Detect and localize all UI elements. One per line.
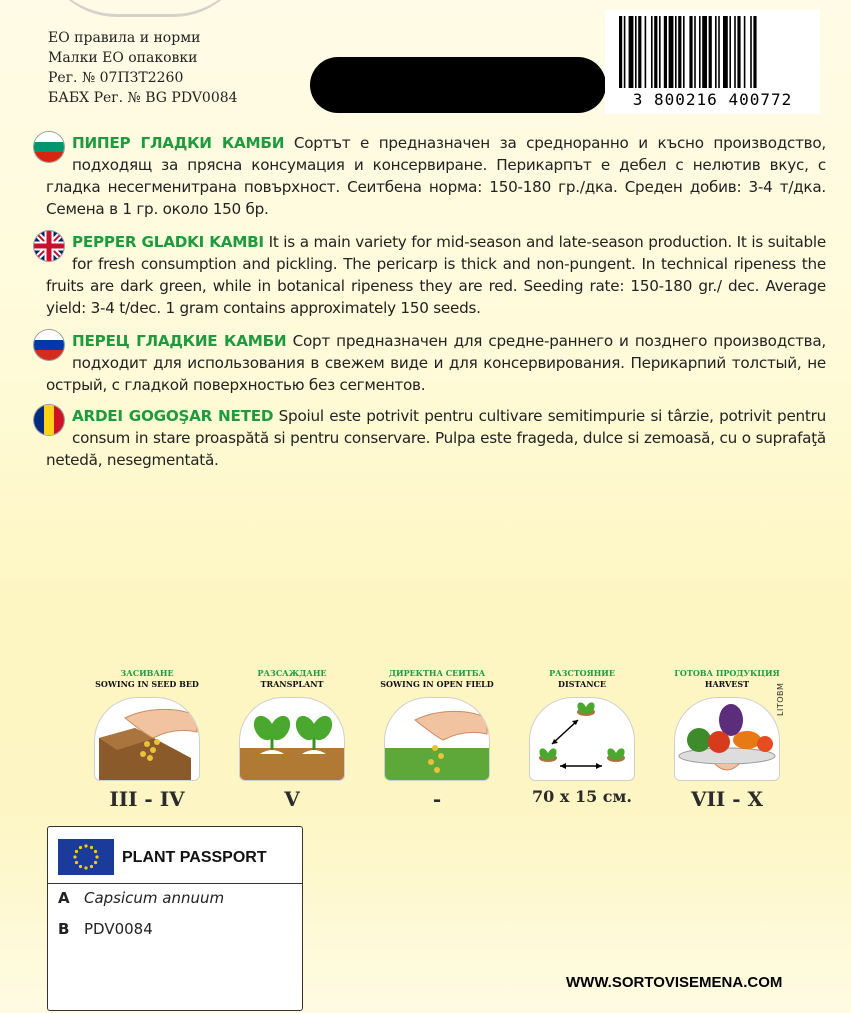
description-ro — [46, 405, 826, 471]
description-bg — [46, 132, 826, 220]
step-open-field-sowing — [372, 668, 502, 811]
title-en: PEPPER GLADKI KAMBI — [72, 233, 264, 251]
passport-species: Capsicum annuum — [84, 889, 225, 907]
side-code: LITOBM — [776, 682, 785, 716]
hang-hole — [310, 57, 606, 113]
step-label-en: DISTANCE — [558, 679, 606, 689]
bulgaria-flag-icon — [34, 132, 64, 162]
russia-flag-icon — [34, 330, 64, 360]
description-ru — [46, 330, 826, 396]
step-distance — [517, 668, 647, 806]
sowing-seed-bed-icon — [94, 697, 200, 781]
title-ro: ARDEI GOGOŞAR NETED — [72, 407, 274, 425]
step-transplant — [227, 668, 357, 811]
reg-line-1: ЕО правила и норми — [48, 30, 201, 46]
barcode — [605, 10, 820, 114]
step-harvest — [662, 668, 792, 811]
title-ru: ПЕРЕЦ ГЛАДКИЕ КАМБИ — [72, 332, 287, 350]
title-bg: ПИПЕР ГЛАДКИ КАМБИ — [72, 134, 285, 152]
step-value: 70 x 15 см. — [532, 787, 632, 806]
passport-row-a — [58, 889, 224, 907]
step-label-bg: РАЗСТОЯНИЕ — [549, 668, 615, 678]
text-ru: Сорт предназначен для средне-раннего и позднего производства, подходит для использования в свежем виде и для консервирования. Перикарпий толстый, не острый, с гладкой поверхностью без сегментов. — [46, 332, 826, 394]
passport-key-a: A — [58, 889, 70, 907]
step-label-en: SOWING IN SEED BED — [95, 679, 199, 689]
reg-line-3: Рег. № 07ПЗТ2260 — [48, 70, 184, 86]
website-url[interactable]: WWW.SORTOVISEMENA.COM — [566, 974, 783, 991]
barcode-number: 3 800216 400772 — [632, 90, 793, 109]
decorative-arc — [40, 0, 250, 17]
plant-distance-icon — [529, 697, 635, 781]
passport-row-b — [58, 920, 153, 938]
step-label-en: TRANSPLANT — [260, 679, 324, 689]
reg-line-4: БАБХ Рег. № BG PDV0084 — [48, 90, 238, 106]
registration-info — [48, 28, 238, 108]
step-sowing-seed-bed — [82, 668, 212, 811]
step-label-bg: РАЗСАЖДАНЕ — [257, 668, 327, 678]
romania-flag-icon — [34, 405, 64, 435]
text-en: It is a main variety for mid-season and late-season production. It is suitable for fresh consumption and pickling. The pericarp is thick and non-pungent. In technical ripeness the fruits are dark green, while in botanical ripeness they are red. Seeding rate: 150-180 gr./ dec. Average yield: 3-4 t/dec. 1 gram contains approximately 150 seeds. — [46, 233, 826, 317]
step-value: V — [284, 787, 300, 811]
text-bg: Сортът е предназначен за средноранно и късно производство, подходящ за прясна консумация и консервиране. Перикарпът е дебел с нелютив вкус, с гладка несегменитрана повърхност. Сеитбена норма: 150-180 гр./дка. Среден добив: 3-4 т/дка. Семена в 1 гр. около 150 бр. — [46, 134, 827, 218]
uk-flag-icon — [34, 231, 64, 261]
text-ro: Spoiul este potrivit pentru cultivare semitimpurie si târzie, potrivit pentru consum in stare proaspătă si pentru conservare. Pulpa este frageda, dulce si zemoasă, cu o suprafaţă netedă, nesegmentată. — [46, 407, 826, 469]
plant-passport — [47, 826, 303, 1011]
transplant-icon — [239, 697, 345, 781]
step-label-bg: ГОТОВА ПРОДУКЦИЯ — [674, 668, 780, 678]
open-field-sowing-icon — [384, 697, 490, 781]
passport-code: PDV0084 — [84, 920, 153, 938]
step-label-bg: ДИРЕКТНА СЕИТБА — [388, 668, 486, 678]
passport-key-b: B — [58, 920, 70, 938]
step-label-en: SOWING IN OPEN FIELD — [380, 679, 494, 689]
step-label-en: HARVEST — [704, 679, 750, 689]
eu-flag-icon — [58, 839, 114, 875]
harvest-icon — [674, 697, 780, 781]
reg-line-2: Малки ЕО опаковки — [48, 50, 198, 66]
barcode-icon — [617, 16, 809, 90]
passport-divider — [48, 883, 302, 884]
step-label-bg: ЗАСИВАНЕ — [120, 668, 174, 678]
passport-title: PLANT PASSPORT — [122, 849, 267, 866]
step-value: VII - X — [691, 787, 763, 811]
step-value: III - IV — [109, 787, 185, 811]
step-value: - — [432, 787, 442, 811]
description-en — [46, 231, 826, 319]
